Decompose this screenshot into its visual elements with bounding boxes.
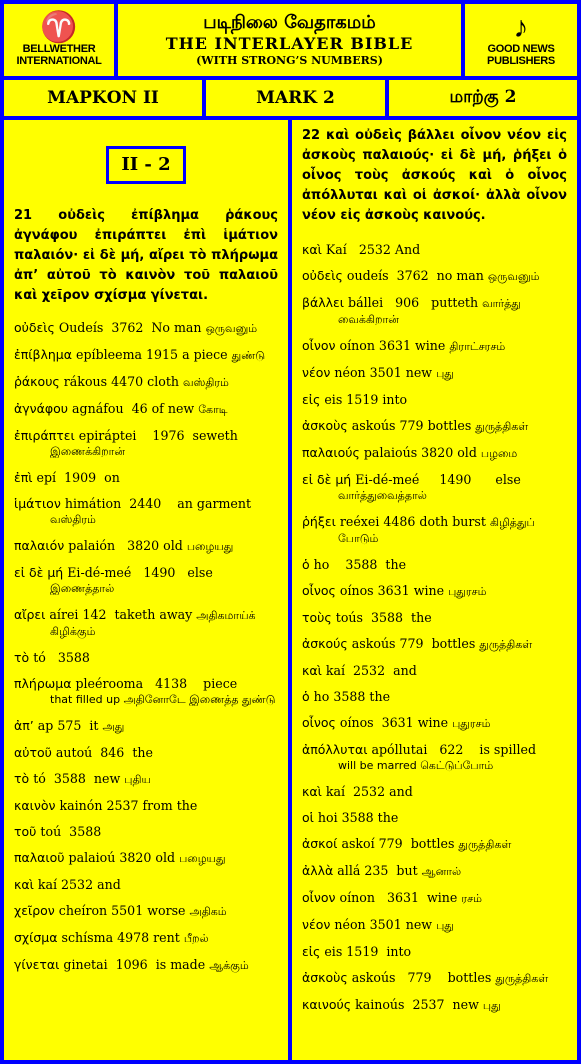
transliteration-strongs-english: kaí 2532 and (325, 784, 413, 799)
word-row (302, 863, 567, 880)
greek-word: ἀσκούς (302, 636, 348, 651)
tamil-word: கோடி (198, 403, 228, 416)
greek-word: παλαιόν (14, 538, 65, 553)
word-row (14, 824, 278, 840)
greek-word: νέον (302, 365, 331, 380)
word-row (302, 715, 567, 732)
transliteration-strongs-english: reéxei 4486 doth burst (339, 514, 486, 529)
transliteration-strongs-english: oudeís 3762 no man (346, 268, 484, 283)
greek-word: εἰς (302, 944, 321, 959)
transliteration-strongs-english: aírei 142 taketh away (49, 607, 193, 622)
transliteration-strongs-english: oínos 3631 wine (339, 583, 445, 598)
word-row (302, 742, 567, 774)
verse-21: 21 οὐδεὶς ἐπίβλημα ῥάκους ἀγνάφου ἐπιράπτει ἐπὶ ἱμάτιον παλαιόν· εἰ δὲ μή, αἴρει τὸ πλήρωμα ἀπ’ αὐτοῦ τὸ καινὸν τοῦ παλαιοῦ καὶ χεῖρον σχίσμα γίνεται. (14, 208, 278, 303)
transliteration-strongs-english: Ei-dé-meé 1490 else (355, 472, 521, 487)
word-row (302, 338, 567, 355)
greek-word: ἀπόλλυται (302, 742, 368, 757)
greek-word: τοὺς (302, 610, 332, 625)
greek-word: ῥάκους (14, 374, 60, 389)
tamil-word: புதுரசம் (452, 717, 491, 730)
greek-word: ὁ (302, 557, 310, 572)
greek-word: οὐδεὶς (302, 268, 343, 283)
tamil-word: துருத்திகள் (495, 972, 549, 985)
transliteration-strongs-english: oínos 3631 wine (339, 715, 449, 730)
greek-word: σχίσμα (14, 930, 58, 945)
tamil-word: அதிகமாய்க் (196, 609, 256, 622)
greek-word: τὸ (14, 650, 30, 665)
transliteration-strongs-english: askoús 779 bottles (351, 636, 476, 651)
transliteration-strongs-english: apóllutai 622 is spilled (371, 742, 537, 757)
transliteration-strongs-english: askoús 779 bottles (351, 970, 492, 985)
tamil-word: அதிகம் (189, 905, 227, 918)
word-row (14, 401, 278, 418)
continuation-line: கிழிக்கும் (50, 625, 96, 638)
transliteration-strongs-english: askoí 779 bottles (341, 836, 455, 851)
transliteration-strongs-english: allá 235 but (337, 863, 418, 878)
greek-word: ῥήξει (302, 514, 336, 529)
transliteration-strongs-english: epíbleema 1915 a piece (76, 347, 228, 362)
word-row (14, 903, 278, 920)
greek-word: παλαιούς (302, 445, 360, 460)
greek-word: ἀπ’ (14, 718, 34, 733)
transliteration-strongs-english: kaí 2532 and (37, 877, 121, 892)
title-english: THE INTERLAYER BIBLE (165, 34, 414, 53)
good-news-logo-text: GOOD NEWS PUBLISHERS (487, 43, 555, 67)
tamil-word: துண்டு (231, 349, 266, 362)
left-column (4, 120, 288, 1060)
tamil-word: பீறல் (183, 932, 209, 945)
word-row (14, 771, 278, 788)
tamil-word: வார்த்து (482, 297, 521, 310)
word-row (302, 557, 567, 573)
greek-word: νέον (302, 917, 331, 932)
tamil-word: ஒருவனும் (487, 270, 540, 283)
bellwether-logo (4, 4, 114, 76)
word-row (302, 295, 567, 328)
greek-word: οἶνος (302, 715, 336, 730)
greek-word: καὶ (302, 663, 322, 678)
transliteration-strongs-english: eis 1519 into (324, 944, 412, 959)
word-row (302, 514, 567, 547)
transliteration-strongs-english: himátion 2440 an garment (64, 496, 252, 511)
word-row (14, 877, 278, 893)
continuation-line: வார்த்துவைத்தால் (338, 489, 427, 502)
chapter-badge: II - 2 (106, 146, 186, 184)
transliteration-strongs-english: néon 3501 new (334, 917, 433, 932)
greek-word: οἶνον (302, 890, 336, 905)
tamil-word: புது (436, 919, 454, 932)
transliteration-strongs-english: tó 3588 (33, 650, 90, 665)
transliteration-strongs-english: eis 1519 into (324, 392, 408, 407)
greek-word: οἶνον (302, 338, 336, 353)
greek-word: ἀσκοὺς (302, 418, 348, 433)
greek-word: καὶ (14, 877, 34, 892)
transliteration-strongs-english: schísma 4978 rent (61, 930, 180, 945)
transliteration-strongs-english: ho 3588 the (313, 557, 407, 572)
tamil-word: புதிய (124, 773, 151, 786)
transliteration-strongs-english: oínon 3631 wine (339, 338, 446, 353)
transliteration-strongs-english: epí 1909 on (36, 470, 120, 485)
continuation-line: will be marred கெட்டுப்போம் (338, 759, 494, 772)
title-tamil: படிநிலை வேதாகமம் (203, 12, 376, 33)
word-row (302, 365, 567, 382)
transliteration-strongs-english: bállei 906 putteth (348, 295, 479, 310)
tamil-word: அது (102, 720, 125, 733)
title-block (118, 4, 461, 76)
word-row (302, 472, 567, 504)
right-column (292, 120, 577, 1060)
greek-word: εἰ δὲ μή (302, 472, 352, 487)
transliteration-strongs-english: rákous 4470 cloth (63, 374, 179, 389)
transliteration-strongs-english: palaión 3820 old (68, 538, 183, 553)
tamil-word: புதுரசம் (448, 585, 487, 598)
word-row (302, 810, 567, 826)
greek-word: οὐδεὶς (14, 320, 55, 335)
greek-word: ἐπιράπτει (14, 428, 75, 443)
continuation-line: போடும் (338, 532, 379, 545)
tamil-word: ஆக்கும் (209, 959, 249, 972)
greek-word: καὶ (302, 242, 322, 257)
continuation-line: that filled up அதினோடே இணைத்த துண்டு (50, 693, 276, 706)
transliteration-strongs-english: kaí 2532 and (325, 663, 417, 678)
subtitle: (WITH STRONG’S NUMBERS) (196, 54, 383, 67)
greek-word: αἴρει (14, 607, 46, 622)
label-tamil: மாற்கு 2 (389, 80, 577, 116)
word-row (302, 242, 567, 258)
greek-word: τὸ (14, 771, 30, 786)
word-row (14, 538, 278, 555)
word-row (302, 610, 567, 626)
greek-word: βάλλει (302, 295, 344, 310)
greek-word: ἐπίβλημα (14, 347, 73, 362)
greek-word: ἀσκοὺς (302, 970, 348, 985)
tamil-word: புது (482, 999, 501, 1012)
transliteration-strongs-english: palaioú 3820 old (68, 850, 176, 865)
word-row (302, 392, 567, 408)
word-row (302, 583, 567, 600)
label-english: MARK 2 (206, 80, 385, 116)
word-row (14, 930, 278, 947)
word-row (14, 496, 278, 528)
word-row (14, 347, 278, 364)
word-row (302, 636, 567, 653)
continuation-line: வஸ்திரம் (50, 513, 96, 526)
tamil-word: ரசம் (461, 892, 483, 905)
greek-word: αὐτοῦ (14, 745, 52, 760)
tamil-word: துருத்திகள் (479, 638, 533, 651)
greek-word: εἰς (302, 392, 321, 407)
tamil-word: புது (436, 367, 454, 380)
transliteration-strongs-english: cheíron 5501 worse (58, 903, 186, 918)
transliteration-strongs-english: Oudeís 3762 No man (58, 320, 202, 335)
ram-icon: ♈ (40, 11, 78, 44)
word-row (14, 650, 278, 666)
continuation-line: இணைக்கிறான் (50, 445, 126, 458)
word-row (302, 418, 567, 435)
transliteration-strongs-english: ap 575 it (37, 718, 99, 733)
word-row (302, 689, 567, 705)
greek-word: ἀγνάφου (14, 401, 68, 416)
word-row (14, 320, 278, 337)
transliteration-strongs-english: toús 3588 the (335, 610, 432, 625)
word-row (302, 890, 567, 907)
tamil-word: திராட்சரசம் (449, 340, 506, 353)
greek-word: οἶνος (302, 583, 336, 598)
word-row (14, 798, 278, 814)
right-word-list (302, 242, 567, 1014)
word-row (14, 850, 278, 867)
transliteration-strongs-english: Ei-dé-meé 1490 else (67, 565, 213, 580)
tamil-word: துருத்திகள் (475, 420, 529, 433)
greek-word: καινὸν (14, 798, 56, 813)
tamil-word: பழமை (480, 447, 518, 460)
tamil-word: துருத்திகள் (458, 838, 512, 851)
word-row (14, 565, 278, 597)
greek-word: καινούς (302, 997, 352, 1012)
transliteration-strongs-english: askoús 779 bottles (351, 418, 472, 433)
transliteration-strongs-english: Kaí 2532 And (325, 242, 421, 257)
left-word-list (14, 320, 278, 974)
word-row (302, 268, 567, 285)
greek-word: ἱμάτιον (14, 496, 61, 511)
greek-word: εἰ δὲ μή (14, 565, 64, 580)
word-row (14, 745, 278, 761)
transliteration-strongs-english: autoú 846 the (55, 745, 153, 760)
transliteration-strongs-english: kainoús 2537 new (355, 997, 479, 1012)
good-news-logo (465, 4, 577, 76)
word-row (302, 663, 567, 679)
transliteration-strongs-english: agnáfou 46 of new (72, 401, 195, 416)
tamil-word: கிழித்துப் (489, 516, 535, 529)
word-row (14, 676, 278, 708)
transliteration-strongs-english: tó 3588 new (33, 771, 121, 786)
word-row (302, 445, 567, 462)
tamil-word: ஆனால் (421, 865, 462, 878)
greek-word: χεῖρον (14, 903, 55, 918)
word-row (14, 607, 278, 640)
word-row (302, 997, 567, 1014)
transliteration-strongs-english: toú 3588 (40, 824, 102, 839)
tamil-word: பழையது (179, 852, 226, 865)
word-row (302, 784, 567, 800)
greek-word: γίνεται (14, 957, 60, 972)
greek-word: ἀσκοί (302, 836, 338, 851)
word-row (14, 957, 278, 974)
transliteration-strongs-english: oínon 3631 wine (339, 890, 458, 905)
tamil-word: பழையது (186, 540, 234, 553)
shofar-icon: ♪ (513, 11, 529, 44)
transliteration-strongs-english: ho 3588 the (313, 689, 391, 704)
greek-word: οἱ (302, 810, 314, 825)
tamil-word: வஸ்திரம் (183, 376, 229, 389)
transliteration-strongs-english: néon 3501 new (334, 365, 433, 380)
greek-word: παλαιοῦ (14, 850, 65, 865)
word-row (14, 470, 278, 486)
transliteration-strongs-english: pleérooma 4138 piece (75, 676, 238, 691)
transliteration-strongs-english: hoi 3588 the (317, 810, 399, 825)
greek-word: ἀλλὰ (302, 863, 334, 878)
word-row (14, 718, 278, 735)
bellwether-logo-text: BELLWETHER INTERNATIONAL (16, 43, 102, 67)
greek-word: τοῦ (14, 824, 37, 839)
word-row (14, 428, 278, 460)
tamil-word: ஒருவனும் (205, 322, 258, 335)
verse-22: 22 καὶ οὐδεὶς βάλλει οἶνον νέον εἰς ἀσκοὺς παλαιούς· εἰ δὲ μή, ῥήξει ὁ οἶνος τοὺς ἀσκούς καὶ ὁ οἶνος ἀπόλλυται καὶ οἱ ἀσκοί· ἀλλὰ οἶνον νέον εἰς ἀσκοὺς καινούς. (302, 128, 567, 223)
transliteration-strongs-english: ginetai 1096 is made (63, 957, 206, 972)
label-greek: ΜΑΡΚΟΝ II (4, 80, 202, 116)
word-row (302, 917, 567, 934)
continuation-line: இணைத்தால் (50, 582, 115, 595)
transliteration-strongs-english: palaioús 3820 old (363, 445, 477, 460)
greek-word: ἐπὶ (14, 470, 33, 485)
word-row (302, 836, 567, 853)
transliteration-strongs-english: kainón 2537 from the (59, 798, 198, 813)
greek-word: ὁ (302, 689, 310, 704)
word-row (302, 944, 567, 960)
transliteration-strongs-english: epiráptei 1976 seweth (78, 428, 238, 443)
word-row (14, 374, 278, 391)
greek-word: καὶ (302, 784, 322, 799)
continuation-line: வைக்கிறான் (338, 313, 399, 326)
word-row (302, 970, 567, 987)
greek-word: πλήρωμα (14, 676, 72, 691)
